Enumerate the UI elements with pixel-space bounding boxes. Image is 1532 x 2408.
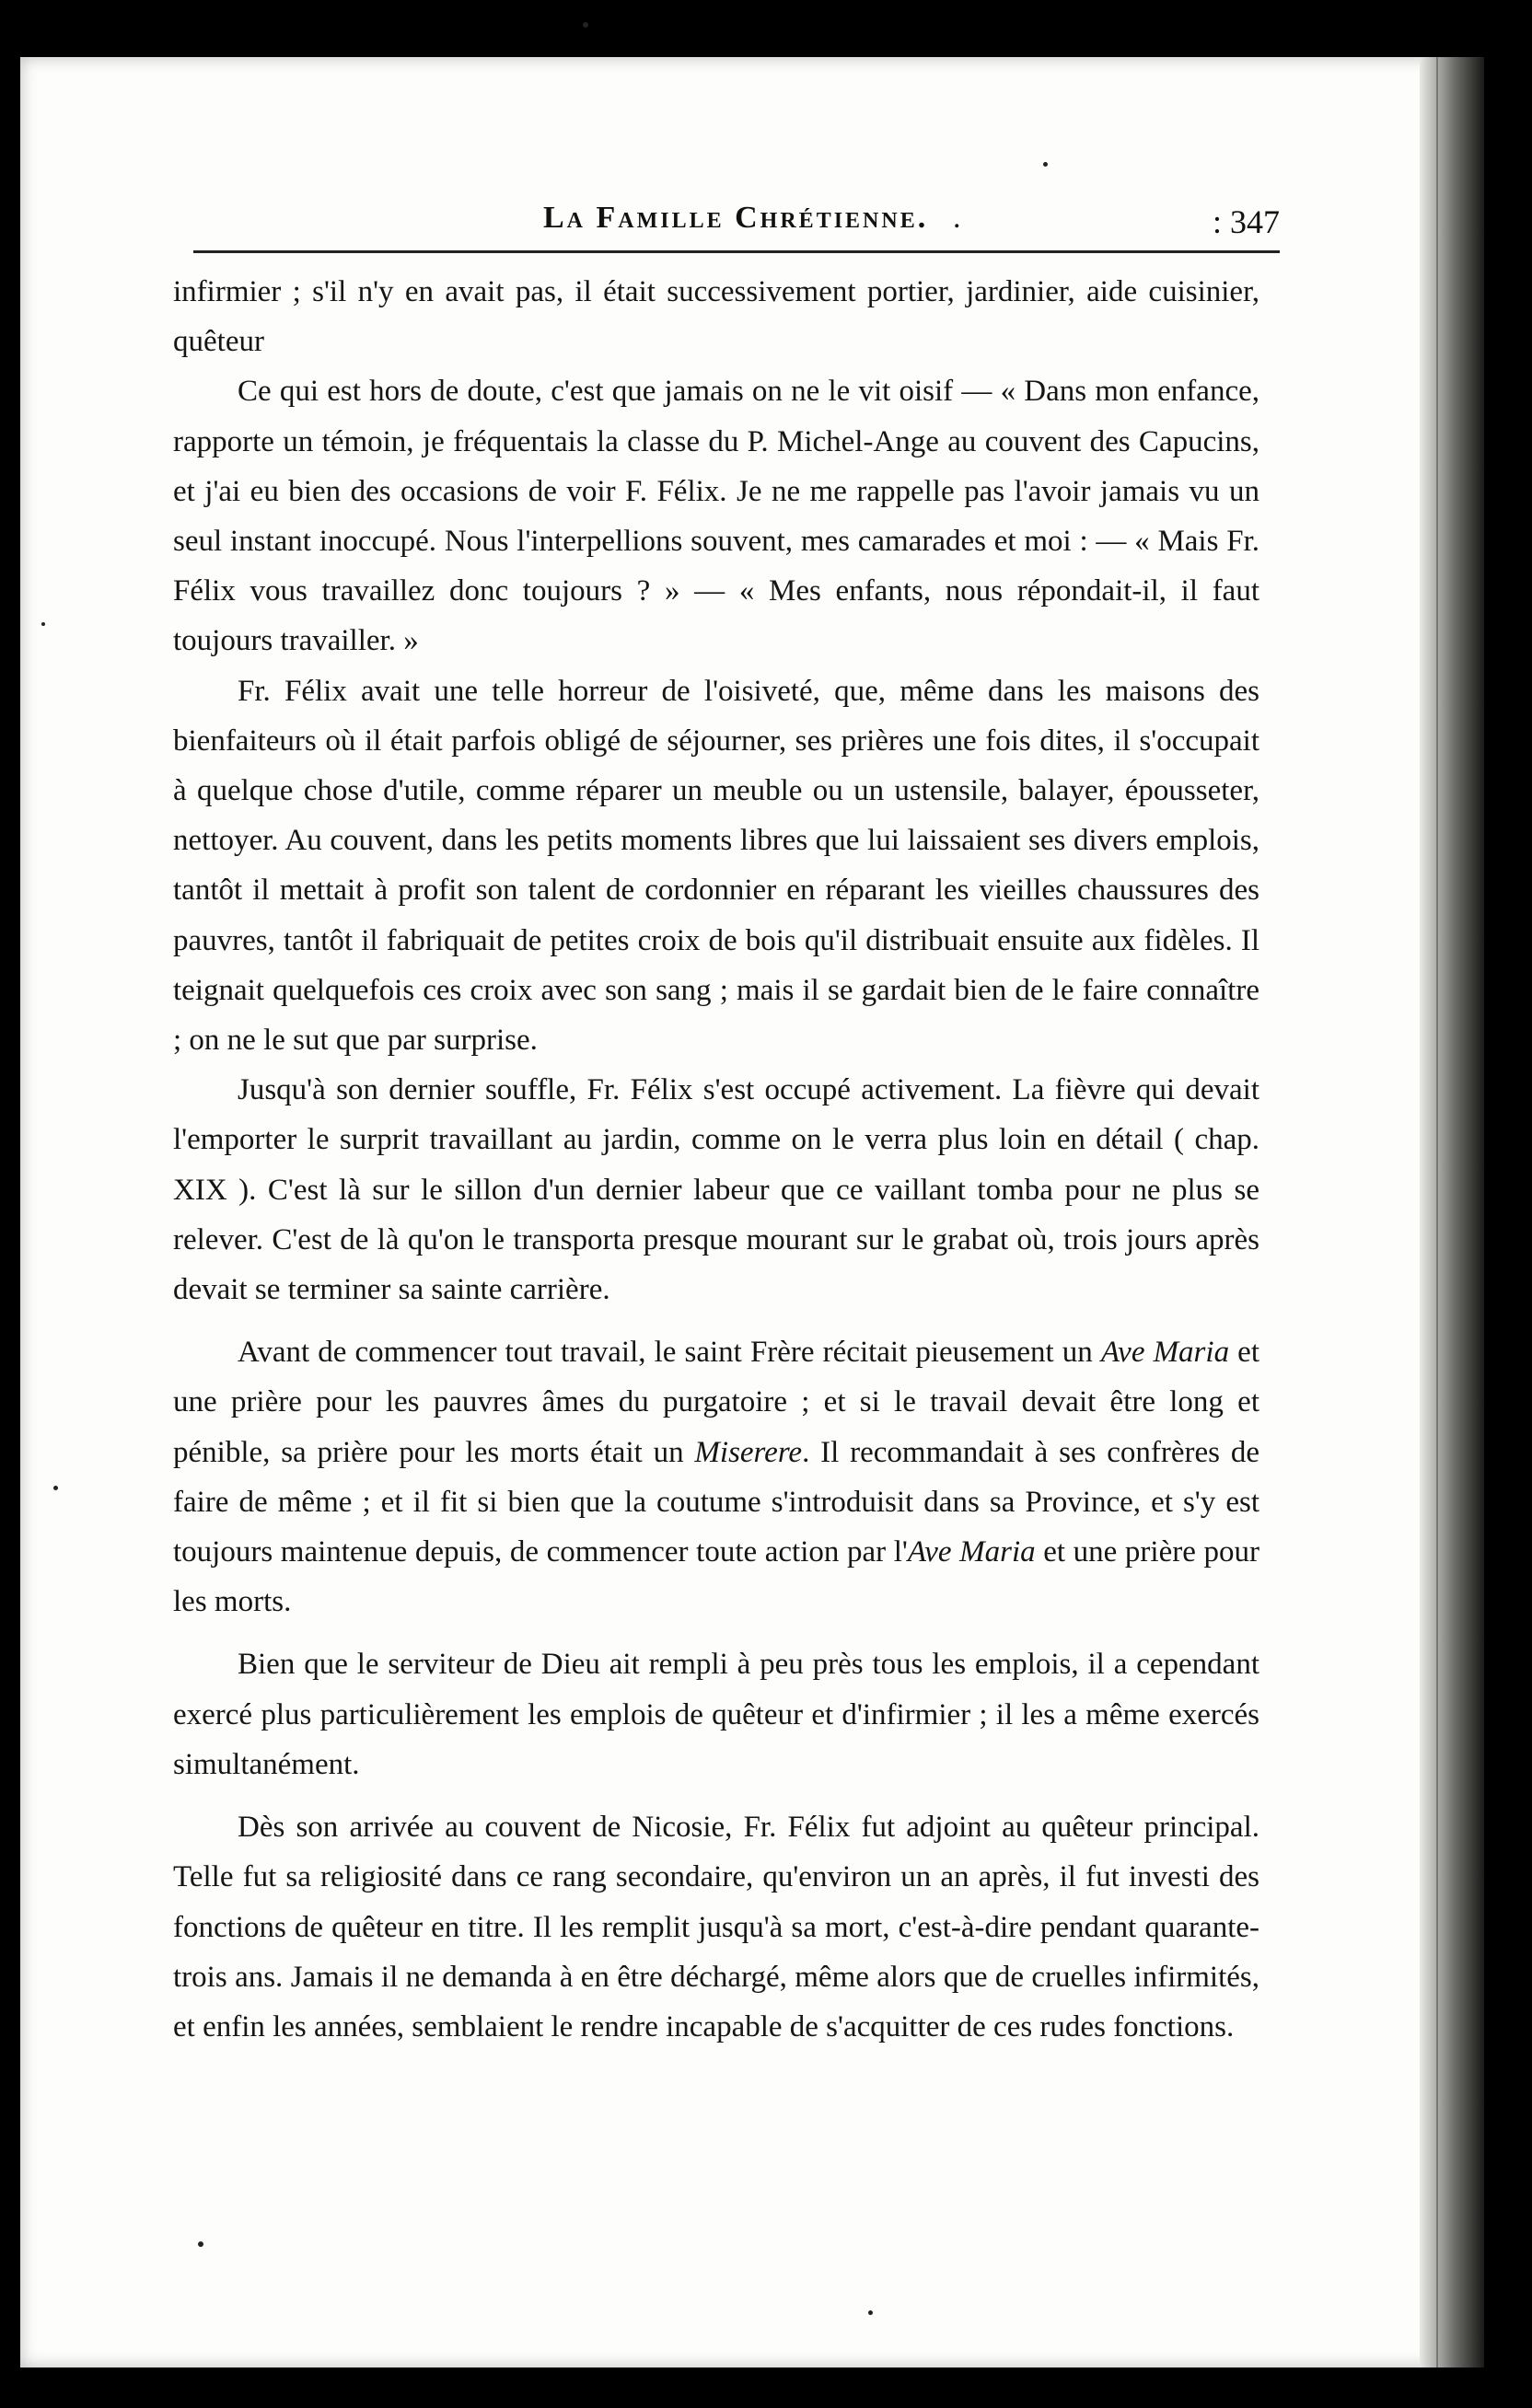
paragraph-5-text-c: . Il recommandait à ses confrères de faire de même ; et il fit si bien que la coutume s'introduisit dans sa Province, et s'y est toujours maintenue depuis, de commencer toute action par l'	[173, 1435, 1259, 1569]
running-head	[193, 193, 1280, 258]
page-number: : 347	[1212, 203, 1280, 240]
paragraph-5-italic-miserere: Miserere	[694, 1435, 803, 1469]
paragraph-5-text-d: et une prière pour les morts.	[173, 1535, 1259, 1619]
scan-speck	[198, 2241, 203, 2247]
header-rule	[193, 250, 1280, 253]
paragraph-5-text-a: Avant de commencer tout travail, le saint Frère récitait pieusement un	[238, 1336, 1101, 1370]
paragraph-5-italic-ave-maria: Ave Maria	[1100, 1336, 1230, 1370]
page-stack-edge	[1420, 57, 1484, 2367]
running-head-separator: .	[953, 201, 961, 235]
scan-speck	[868, 2310, 873, 2315]
scan-speck	[41, 622, 45, 626]
paragraph-4: Jusqu'à son dernier souffle, Fr. Félix s'est occupé activement. La fièvre qui devait l'emporter le surprit travaillant au jardin, comme on le verra plus loin en détail ( chap. XIX ). C'est là sur le sillon d'un dernier labeur que ce vaillant tomba pour ne plus se relever. C'est de là qu'on le transporta presque mourant sur le grabat où, trois jours après devait se terminer sa sainte carrière.	[173, 1073, 1259, 1307]
paragraph-2: Ce qui est hors de doute, c'est que jamais on ne le vit oisif — « Dans mon enfance, rapporte un témoin, je fréquentais la classe du P. Michel-Ange au couvent des Capucins, et j'ai eu bien des occasions de voir F. Félix. Je ne me rappelle pas l'avoir jamais vu un seul instant inoccupé. Nous l'interpellions souvent, mes camarades et moi : — « Mais Fr. Félix vous travaillez donc toujours ? » — « Mes enfants, nous répondait-il, il faut toujours travailler. »	[173, 375, 1259, 658]
paragraph-5	[173, 1327, 1259, 1627]
running-head-title: La Famille Chrétienne.	[543, 201, 929, 235]
paragraph-6: Bien que le serviteur de Dieu ait rempli à peu près tous les emplois, il a cependant exercé plus particulièrement les emplois de quêteur et d'infirmier ; il les a même exercés simultanément.	[173, 1648, 1259, 1781]
page-body	[173, 267, 1259, 2052]
scan-speck	[1043, 162, 1048, 167]
paragraph-5-text-b: et une prière pour les pauvres âmes du purgatoire ; et si le travail devait être long et pénible, sa prière pour les morts était un	[173, 1336, 1259, 1469]
scan-speck	[583, 22, 588, 28]
paragraph-3: Fr. Félix avait une telle horreur de l'oisiveté, que, même dans les maisons des bienfaiteurs où il était parfois obligé de séjourner, ses prières une fois dites, il s'occupait à quelque chose d'utile, comme réparer un meuble ou un ustensile, balayer, épousseter, nettoyer. Au couvent, dans les petits moments libres que lui laissaient ses divers emplois, tantôt il mettait à profit son talent de cordonnier en réparant les vieilles chaussures des pauvres, tantôt il fabriquait de petites croix de bois qu'il distribuait ensuite aux fidèles. Il teignait quelquefois ces croix avec son sang ; mais il se gardait bien de le faire connaître ; on ne le sut que par surprise.	[173, 674, 1259, 1058]
paragraph-1: infirmier ; s'il n'y en avait pas, il était successivement portier, jardinier, aide cuisinier, quêteur	[173, 275, 1259, 359]
paragraph-7: Dès son arrivée au couvent de Nicosie, Fr. Félix fut adjoint au quêteur principal. Telle fut sa religiosité dans ce rang secondaire, qu'environ un an après, il fut investi des fonctions de quêteur en titre. Il les remplit jusqu'à sa mort, c'est-à-dire pendant quarante-trois ans. Jamais il ne demanda à en être déchargé, même alors que de cruelles infirmités, et enfin les années, semblaient le rendre incapable de s'acquitter de ces rudes fonctions.	[173, 1811, 1259, 2043]
scan-speck	[53, 1486, 58, 1490]
paragraph-5-italic-ave-maria-2: Ave Maria	[907, 1535, 1036, 1569]
